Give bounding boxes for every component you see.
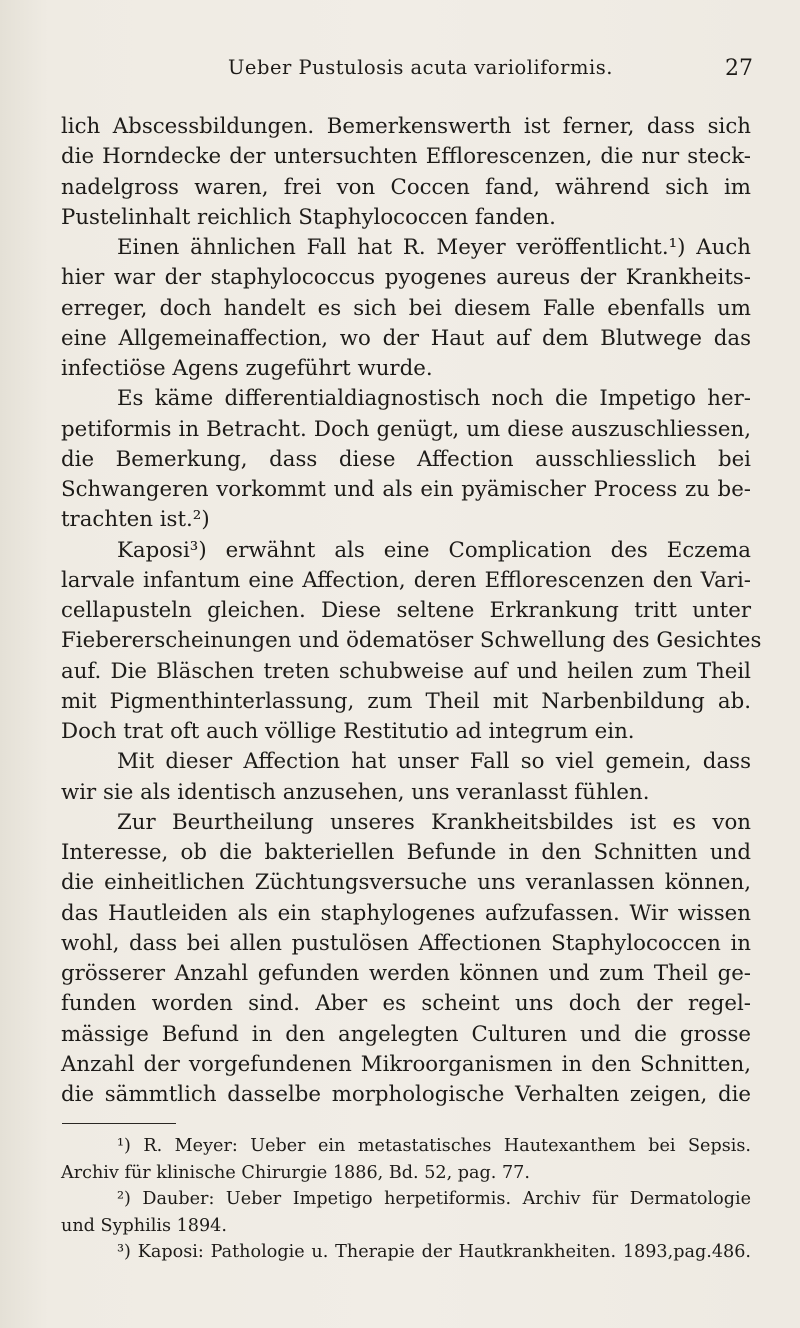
footnote-line: Archiv für klinische Chirurgie 1886, Bd. 52, pag. 77. — [61, 1162, 530, 1183]
text-line: mässige Befund in den angelegten Culturen und die grosse — [61, 1021, 751, 1047]
text-line: Anzahl der vorgefundenen Mikroorganismen in den Schnitten, — [61, 1051, 751, 1077]
text-line: auf. Die Bläschen treten schubweise auf und heilen zum Theil — [61, 658, 751, 684]
text-line: wohl, dass bei allen pustulösen Affectionen Staphylococcen in — [61, 930, 751, 956]
text-line: nadelgross waren, frei von Coccen fand, während sich im — [61, 174, 751, 200]
text-line: petiformis in Betracht. Doch genügt, um diese auszuschliessen, — [61, 416, 751, 442]
footnotes — [61, 1133, 751, 1266]
text-line: Kaposi³) erwähnt als eine Complication des Eczema — [117, 537, 751, 563]
page-header — [0, 56, 800, 86]
text-line: cellapusteln gleichen. Diese seltene Erkrankung tritt unter — [61, 598, 751, 623]
running-title: Ueber Pustulosis acuta varioliformis. — [228, 56, 613, 79]
text-line: Interesse, ob die bakteriellen Befunde in den Schnitten und — [61, 840, 751, 865]
footnote-line: und Syphilis 1894. — [61, 1215, 227, 1236]
text-line: Doch trat oft auch völlige Restitutio ad integrum ein. — [61, 719, 635, 744]
text-line: Einen ähnlichen Fall hat R. Meyer veröffentlicht.¹) Auch — [117, 235, 751, 260]
text-line: larvale infantum eine Affection, deren Efflorescenzen den Vari- — [61, 567, 751, 593]
text-line: Schwangeren vorkommt und als ein pyämischer Process zu be- — [61, 477, 751, 502]
text-line: hier war der staphylococcus pyogenes aureus der Krankheits- — [61, 265, 751, 291]
text-line: die einheitlichen Züchtungsversuche uns veranlassen können, — [61, 870, 751, 896]
text-line: wir sie als identisch anzusehen, uns veranlasst fühlen. — [61, 779, 650, 805]
text-line: lich Abscessbildungen. Bemerkenswerth ist ferner, dass sich — [61, 114, 751, 139]
text-line: Pustelinhalt reichlich Staphylococcen fanden. — [61, 204, 556, 230]
text-line: erreger, doch handelt es sich bei diesem Falle ebenfalls um — [61, 295, 751, 321]
text-line: das Hautleiden als ein staphylogenes aufzufassen. Wir wissen — [61, 900, 751, 926]
text-line: eine Allgemeinaffection, wo der Haut auf dem Blutwege das — [61, 325, 751, 351]
text-line: mit Pigmenthinterlassung, zum Theil mit Narbenbildung ab. — [61, 688, 751, 714]
text-line: Zur Beurtheilung unseres Krankheitsbildes ist es von — [117, 809, 751, 835]
footnote-line: ¹) R. Meyer: Ueber ein metastatisches Hautexanthem bei Sepsis. — [117, 1136, 751, 1156]
footnote-separator-rule — [62, 1123, 176, 1124]
text-line: Es käme differentialdiagnostisch noch die Impetigo her- — [117, 386, 751, 412]
text-line: trachten ist.²) — [61, 507, 210, 533]
footnote-line: ²) Dauber: Ueber Impetigo herpetiformis. Archiv für Dermatologie — [117, 1189, 751, 1209]
text-line: Mit dieser Affection hat unser Fall so viel gemein, dass — [117, 749, 751, 775]
footnote-line: ³) Kaposi: Pathologie u. Therapie der Hautkrankheiten. 1893,pag.486. — [117, 1242, 751, 1262]
text-line: die sämmtlich dasselbe morphologische Verhalten zeigen, die — [61, 1082, 751, 1107]
page-number: 27 — [725, 56, 753, 81]
text-line: infectiöse Agens zugeführt wurde. — [61, 356, 433, 381]
text-line: Fiebererscheinungen und ödematöser Schwellung des Gesichtes — [61, 628, 762, 654]
text-line: funden worden sind. Aber es scheint uns doch der regel- — [61, 991, 751, 1017]
text-line: die Bemerkung, dass diese Affection ausschliesslich bei — [61, 446, 751, 472]
text-line: die Horndecke der untersuchten Efflorescenzen, die nur steck- — [61, 144, 751, 170]
body-text — [61, 112, 762, 1110]
text-line: grösserer Anzahl gefunden werden können und zum Theil ge- — [61, 961, 751, 986]
